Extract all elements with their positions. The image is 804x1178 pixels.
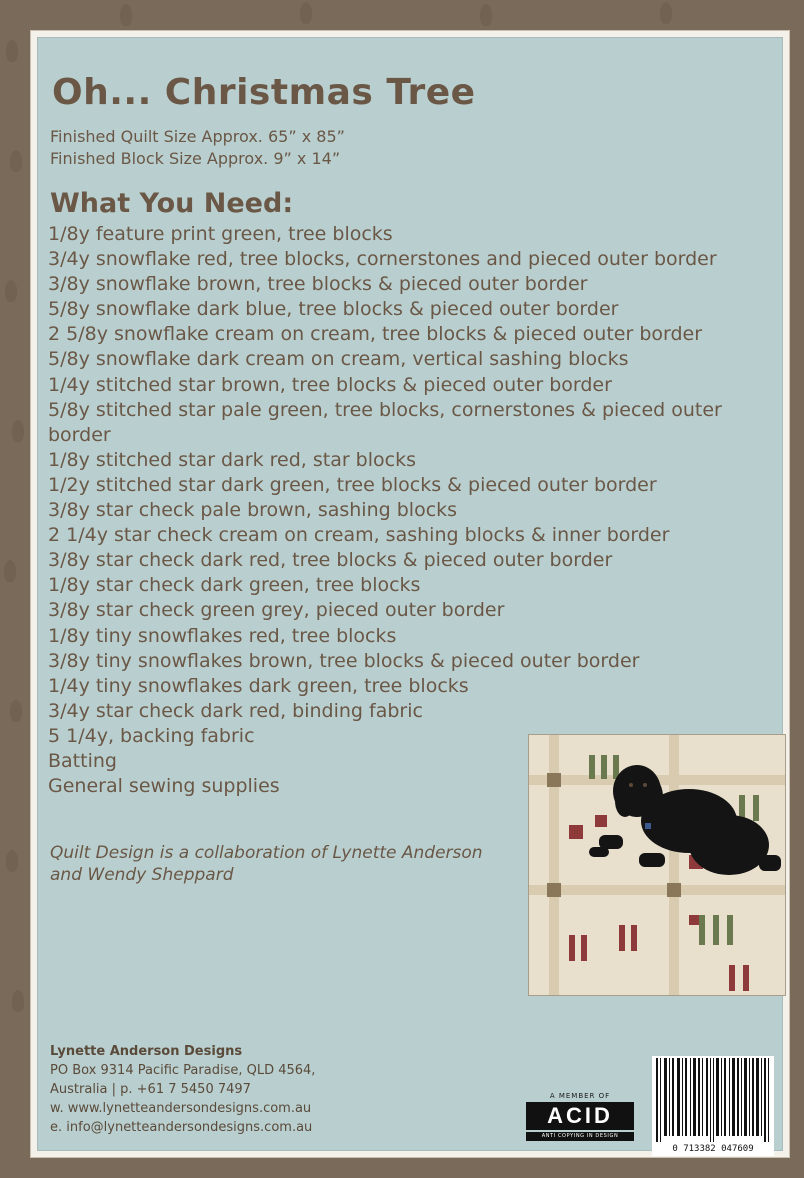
acid-logo-text: ACID bbox=[526, 1102, 634, 1130]
list-item: 1/8y star check dark green, tree blocks bbox=[48, 574, 421, 597]
list-item: 3/8y snowflake brown, tree blocks & pieced outer border bbox=[48, 273, 588, 296]
background-pattern-heart bbox=[300, 2, 312, 24]
background-pattern-heart bbox=[10, 700, 22, 722]
background-pattern-heart bbox=[120, 4, 132, 26]
quilt-photo bbox=[528, 734, 786, 996]
list-item: 3/4y star check dark red, binding fabric bbox=[48, 699, 423, 722]
quilt-with-dog-photo-icon bbox=[529, 735, 785, 995]
materials-list bbox=[48, 222, 768, 799]
list-item: 3/4y snowflake red, tree blocks, cornerstones and pieced outer border bbox=[48, 248, 717, 271]
design-credit bbox=[50, 842, 483, 886]
address-line: PO Box 9314 Pacific Paradise, QLD 4564, bbox=[50, 1063, 316, 1078]
list-item: 5/8y stitched star pale green, tree blocks, cornerstones & pieced outer bbox=[48, 398, 722, 421]
list-item: border bbox=[48, 423, 111, 446]
list-item: 1/8y feature print green, tree blocks bbox=[48, 223, 393, 245]
acid-logo bbox=[526, 1092, 634, 1141]
barcode bbox=[652, 1056, 774, 1156]
background-pattern-heart bbox=[12, 420, 24, 442]
credit-line: Quilt Design is a collaboration of Lynette Anderson bbox=[50, 843, 483, 863]
quilt-size: Finished Quilt Size Approx. 65” x 85” bbox=[50, 127, 345, 146]
list-item: 5/8y snowflake dark blue, tree blocks & pieced outer border bbox=[48, 298, 619, 321]
list-item: 3/8y star check green grey, pieced outer border bbox=[48, 599, 505, 622]
list-item: 5 1/4y, backing fabric bbox=[48, 724, 255, 747]
content-panel bbox=[37, 37, 783, 1154]
acid-member-text: A MEMBER OF bbox=[549, 1092, 611, 1100]
address-line: Australia | p. +61 7 5450 7497 bbox=[50, 1082, 251, 1097]
background-pattern-heart bbox=[12, 990, 24, 1012]
background-pattern-heart bbox=[5, 280, 17, 302]
list-item: 1/4y stitched star brown, tree blocks & pieced outer border bbox=[48, 373, 612, 396]
list-item: 1/8y stitched star dark red, star blocks bbox=[48, 448, 416, 471]
list-item: 1/4y tiny snowflakes dark green, tree blocks bbox=[48, 674, 469, 697]
finished-sizes bbox=[50, 126, 345, 170]
acid-tagline: ANTI COPYING IN DESIGN bbox=[526, 1132, 634, 1141]
list-item: 3/8y star check dark red, tree blocks & pieced outer border bbox=[48, 549, 613, 572]
list-item: 2 1/4y star check cream on cream, sashing blocks & inner border bbox=[48, 524, 670, 547]
page-title: Oh... Christmas Tree bbox=[52, 72, 476, 113]
list-item: 3/8y star check pale brown, sashing blocks bbox=[48, 499, 458, 522]
website-link[interactable]: w. www.lynetteandersondesigns.com.au bbox=[50, 1101, 312, 1116]
background-pattern-heart bbox=[660, 2, 672, 24]
background-pattern-heart bbox=[4, 560, 16, 582]
list-item: 2 5/8y snowflake cream on cream, tree blocks & pieced outer border bbox=[48, 323, 703, 346]
block-size: Finished Block Size Approx. 9” x 14” bbox=[50, 149, 341, 168]
list-item: 5/8y snowflake dark cream on cream, vertical sashing blocks bbox=[48, 348, 629, 371]
list-item: Batting bbox=[48, 749, 117, 772]
contact-block bbox=[50, 1042, 315, 1137]
list-item: General sewing supplies bbox=[48, 775, 280, 798]
barcode-icon bbox=[652, 1056, 774, 1142]
requirements-heading: What You Need: bbox=[50, 188, 294, 219]
page-frame bbox=[30, 30, 790, 1158]
background-pattern-heart bbox=[6, 40, 18, 62]
list-item: 3/8y tiny snowflakes brown, tree blocks & pieced outer border bbox=[48, 649, 640, 672]
background-pattern-heart bbox=[480, 4, 492, 26]
list-item: 1/8y tiny snowflakes red, tree blocks bbox=[48, 624, 397, 647]
background-pattern-heart bbox=[6, 850, 18, 872]
email-link[interactable]: e. info@lynetteandersondesigns.com.au bbox=[50, 1120, 313, 1135]
credit-line: and Wendy Sheppard bbox=[50, 865, 234, 885]
list-item: 1/2y stitched star dark green, tree blocks & pieced outer border bbox=[48, 473, 657, 496]
company-name: Lynette Anderson Designs bbox=[50, 1044, 243, 1059]
background-pattern-heart bbox=[10, 150, 22, 172]
barcode-number: 0 713382 047609 bbox=[652, 1144, 774, 1154]
